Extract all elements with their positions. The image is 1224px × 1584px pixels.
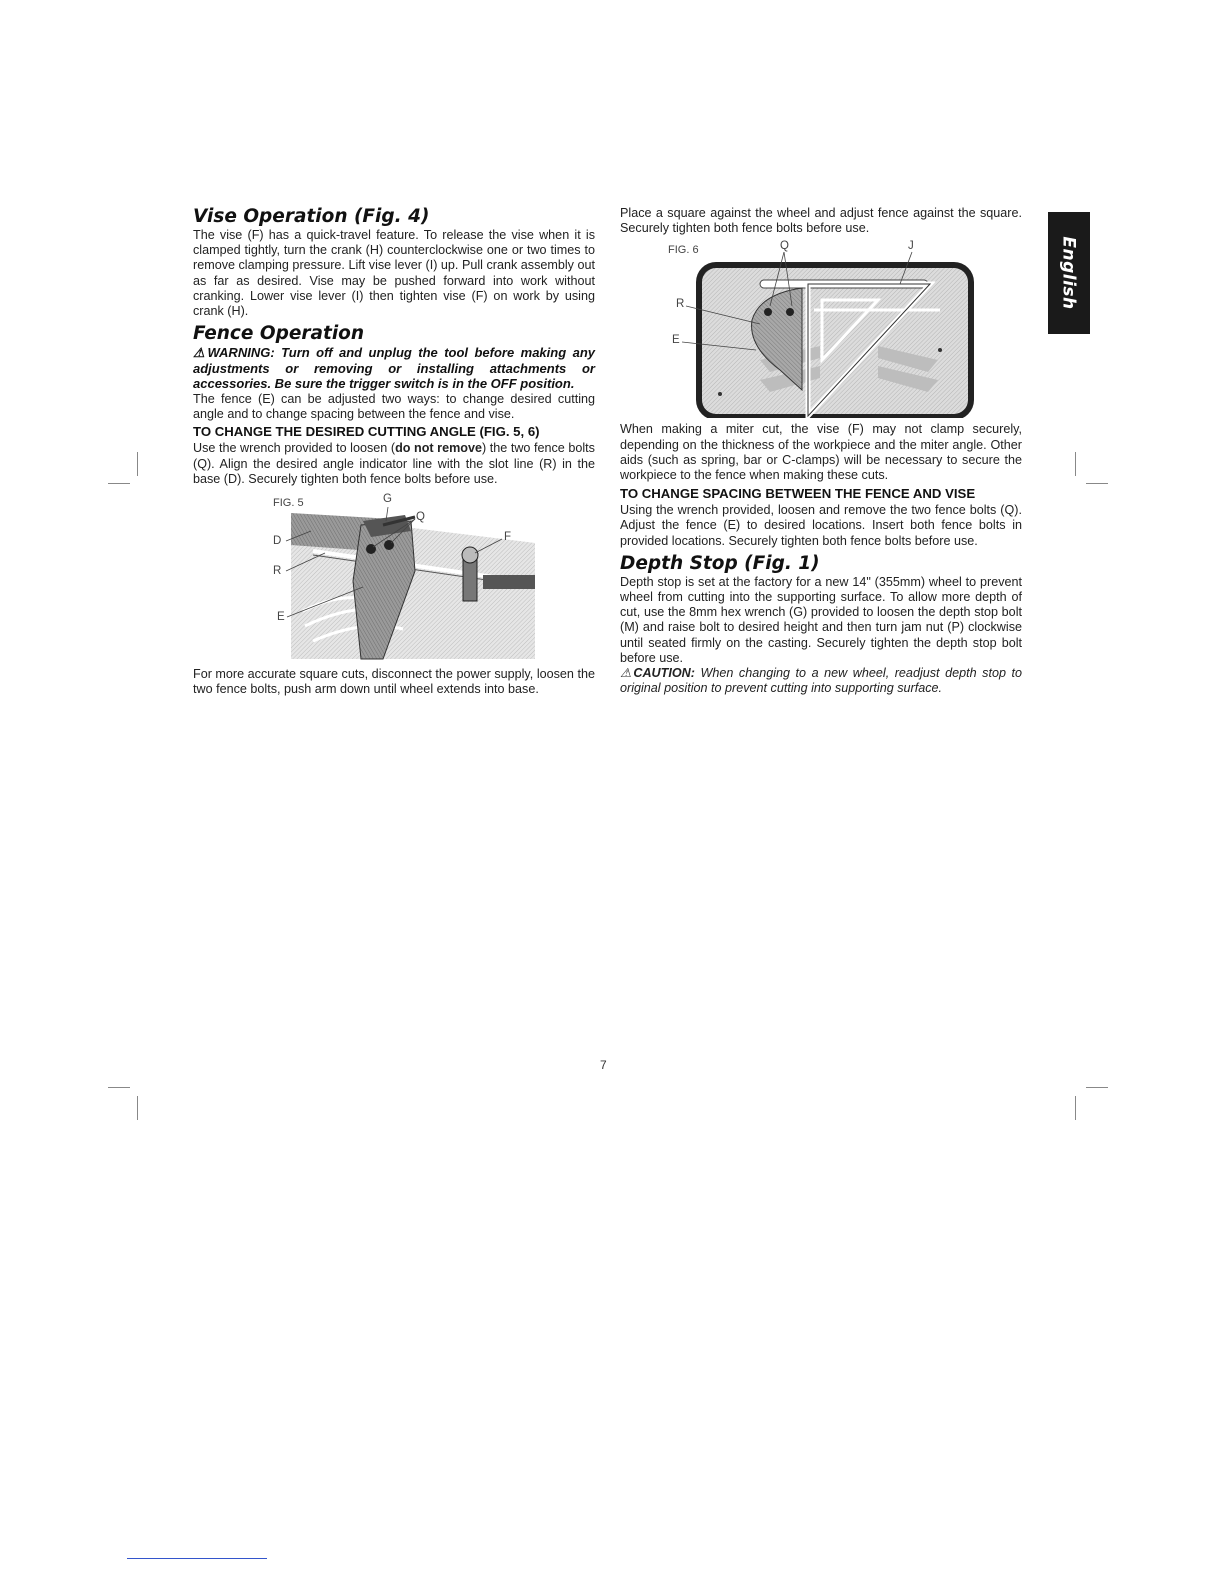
spacing-heading: TO CHANGE SPACING BETWEEN THE FENCE AND VISE xyxy=(620,486,976,502)
depth-stop-title: Depth Stop (Fig. 1) xyxy=(620,552,820,574)
vise-operation-title: Vise Operation (Fig. 4) xyxy=(193,206,430,227)
miter-square-illustration xyxy=(620,240,1022,418)
callout-e: E xyxy=(672,334,680,347)
fence-and-vise-illustration xyxy=(193,491,595,663)
left-column xyxy=(193,206,595,697)
cutting-angle-text-2: ) the two fence bolts (Q). Align the desired angle indicator line with the slot line (R) in the base (D). Securely tighten both fence bolts before use. xyxy=(193,441,595,486)
language-tab xyxy=(1048,212,1090,334)
figure-6 xyxy=(620,240,1022,418)
crop-mark xyxy=(1086,483,1108,484)
cutting-angle-heading: TO CHANGE THE DESIRED CUTTING ANGLE (FIG. 5, 6) xyxy=(193,424,540,440)
caution-paragraph xyxy=(620,666,1022,696)
vise-operation-text: The vise (F) has a quick-travel feature. To release the vise when it is clamped tightly, turn the crank (H) counterclockwise one or two times to remove clamping pressure. Lift vise lever (I) up. Pull crank assembly out as far as desired. Vise may be pushed forward into work without cranking. Lower vise lever (I) then tighten vise (F) on work by using crank (H). xyxy=(193,228,595,319)
caution-icon: ⚠ xyxy=(620,666,634,681)
crop-mark xyxy=(1075,452,1076,476)
right-column xyxy=(620,206,1022,696)
caution-text: When changing to a new wheel, readjust depth stop to original position to prevent cutting into supporting surface. xyxy=(620,666,1022,696)
cutting-angle-text xyxy=(193,441,595,487)
depth-stop-text: Depth stop is set at the factory for a new 14" (355mm) wheel to prevent wheel from cutting into the supporting surface. To allow more depth of cut, use the 8mm hex wrench (G) provided to loosen the depth stop bolt (M) and raise bolt to desired height and then turn jam nut (P) clockwise until seated firmly on the casting. Securely tighten the depth stop bolt before use. xyxy=(620,574,1022,665)
figure-5-label: FIG. 5 xyxy=(273,497,304,510)
crop-mark xyxy=(137,1096,138,1120)
page-number: 7 xyxy=(600,1058,607,1072)
cutting-angle-text-1: Use the wrench provided to loosen ( xyxy=(193,441,396,456)
callout-j: J xyxy=(908,240,914,253)
warning-icon: ⚠ xyxy=(193,345,208,361)
caution-label: CAUTION: xyxy=(633,666,695,681)
warning-text: WARNING: Turn off and unplug the tool before making any adjustments or removing or installing attachments or accessories. Be sure the trigger switch is in the OFF position. xyxy=(193,345,595,392)
callout-r: R xyxy=(273,565,282,578)
callout-q: Q xyxy=(780,240,789,253)
miter-cut-text: When making a miter cut, the vise (F) may not clamp securely, depending on the thickness of the workpiece and the miter angle. Other aids (such as spring, bar or C-clamps) will be necessary to secure the workpiece to the fence when making these cuts. xyxy=(620,422,1022,483)
crop-mark xyxy=(1075,1096,1076,1120)
callout-d: D xyxy=(273,535,282,548)
crop-mark xyxy=(108,1087,130,1088)
fence-text: The fence (E) can be adjusted two ways: to change desired cutting angle and to change spacing between the fence and vise. xyxy=(193,392,595,422)
callout-q: Q xyxy=(416,511,425,524)
footer-rule xyxy=(127,1558,267,1559)
square-cut-text: For more accurate square cuts, disconnect the power supply, loosen the two fence bolts, push arm down until wheel extends into base. xyxy=(193,667,595,697)
crop-mark xyxy=(108,483,130,484)
figure-6-label: FIG. 6 xyxy=(668,244,699,257)
callout-g: G xyxy=(383,493,392,506)
do-not-remove-emphasis: do not remove xyxy=(395,441,482,456)
language-tab-label: English xyxy=(1059,236,1080,310)
warning-paragraph xyxy=(193,345,595,392)
callout-e: E xyxy=(277,611,285,624)
crop-mark xyxy=(1086,1087,1108,1088)
fence-operation-title: Fence Operation xyxy=(193,323,365,345)
square-adjust-text: Place a square against the wheel and adjust fence against the square. Securely tighten both fence bolts before use. xyxy=(620,206,1022,236)
callout-r: R xyxy=(676,298,685,311)
crop-mark xyxy=(137,452,138,476)
figure-5 xyxy=(193,491,595,663)
callout-f: F xyxy=(504,531,512,544)
spacing-text: Using the wrench provided, loosen and remove the two fence bolts (Q). Adjust the fence (E) to desired locations. Insert both fence bolts in provided locations. Securely tighten both fence bolts before use. xyxy=(620,503,1022,548)
